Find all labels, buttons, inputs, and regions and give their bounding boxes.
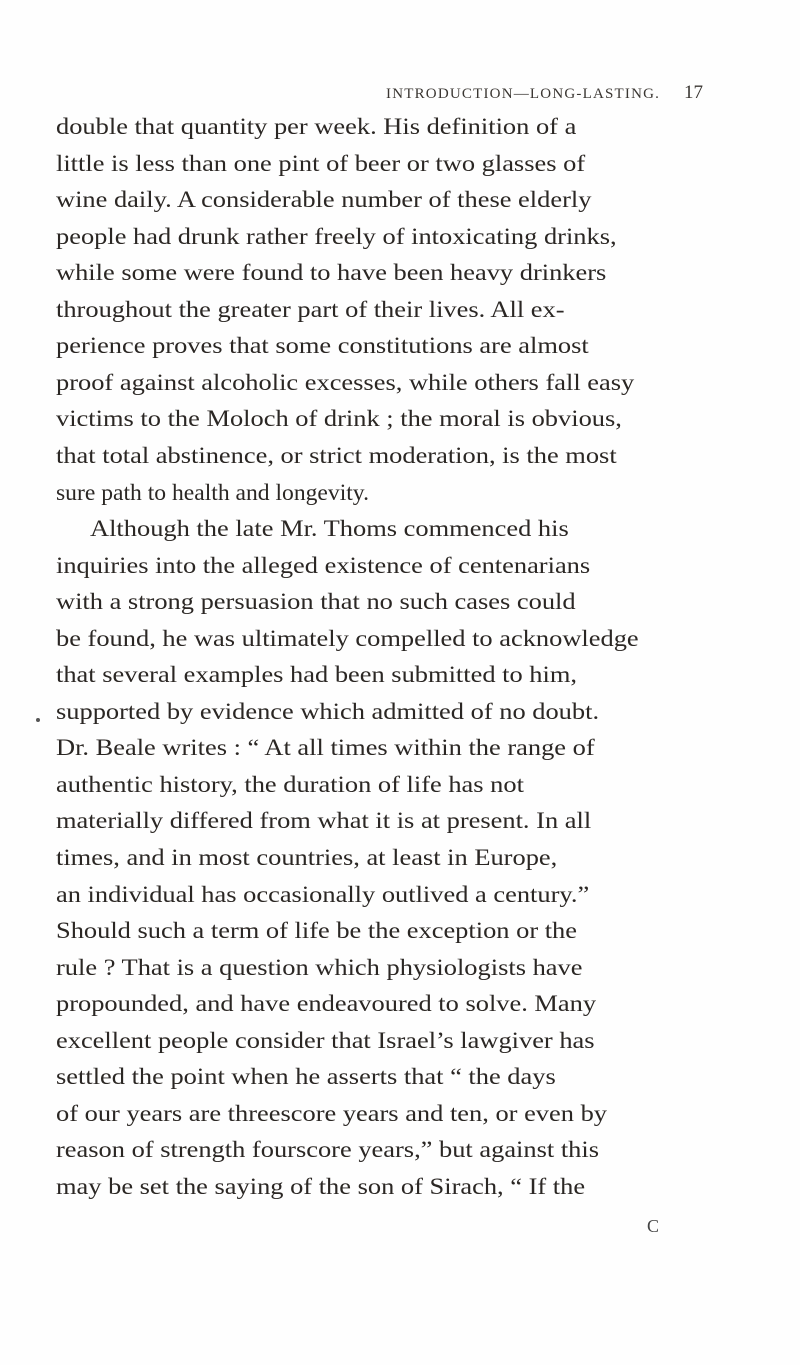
- text-line: reason of strength fourscore years,” but against this: [56, 1137, 600, 1164]
- text-line: that several examples had been submitted to him,: [56, 662, 578, 689]
- text-line: may be set the saying of the son of Sirach, “ If the: [56, 1173, 586, 1200]
- text-line: inquiries into the alleged existence of centenarians: [56, 552, 591, 579]
- text-line: proof against alcoholic excesses, while others fall easy: [56, 369, 635, 396]
- margin-mark: [36, 718, 40, 722]
- text-line: with a strong persuasion that no such cases could: [56, 589, 576, 616]
- text-line: authentic history, the duration of life has not: [56, 771, 524, 798]
- text-line: that total abstinence, or strict moderation, is the most: [56, 442, 617, 469]
- text-line: an individual has occasionally outlived a century.”: [56, 881, 590, 908]
- text-line: times, and in most countries, at least in Europe,: [56, 845, 558, 871]
- signature-mark: C: [647, 1216, 660, 1236]
- text-line: sure path to health and longevity.: [56, 479, 369, 506]
- page-number: 17: [684, 82, 703, 103]
- text-line: of our years are threescore years and ten, or even by: [56, 1100, 608, 1127]
- paragraph-start-line: Although the late Mr. Thoms commenced his: [90, 516, 569, 543]
- text-line: double that quantity per week. His definition of a: [56, 114, 577, 140]
- text-line: little is less than one pint of beer or two glasses of: [56, 150, 586, 177]
- text-line: settled the point when he asserts that “ the days: [56, 1064, 556, 1091]
- text-line: while some were found to have been heavy drinkers: [56, 260, 607, 287]
- text-line: propounded, and have endeavoured to solve. Many: [56, 991, 597, 1018]
- text-line: wine daily. A considerable number of these elderly: [56, 187, 592, 214]
- text-line: supported by evidence which admitted of no doubt.: [56, 698, 600, 725]
- text-line: Dr. Beale writes : “ At all times within the range of: [56, 735, 595, 762]
- running-head: INTRODUCTION—LONG-LASTING.: [386, 86, 661, 102]
- text-line: perience proves that some constitutions are almost: [56, 333, 589, 360]
- text-line: excellent people consider that Israel’s lawgiver has: [56, 1027, 595, 1054]
- text-line: people had drunk rather freely of intoxicating drinks,: [56, 223, 617, 250]
- text-line: victims to the Moloch of drink ; the moral is obvious,: [56, 406, 622, 433]
- text-line: be found, he was ultimately compelled to acknowledge: [56, 625, 639, 652]
- text-line: Should such a term of life be the exception or the: [56, 918, 578, 945]
- text-line: rule ? That is a question which physiologists have: [56, 954, 583, 981]
- text-line: materially differed from what it is at present. In all: [56, 808, 592, 835]
- text-line: throughout the greater part of their lives. All ex-: [56, 296, 565, 323]
